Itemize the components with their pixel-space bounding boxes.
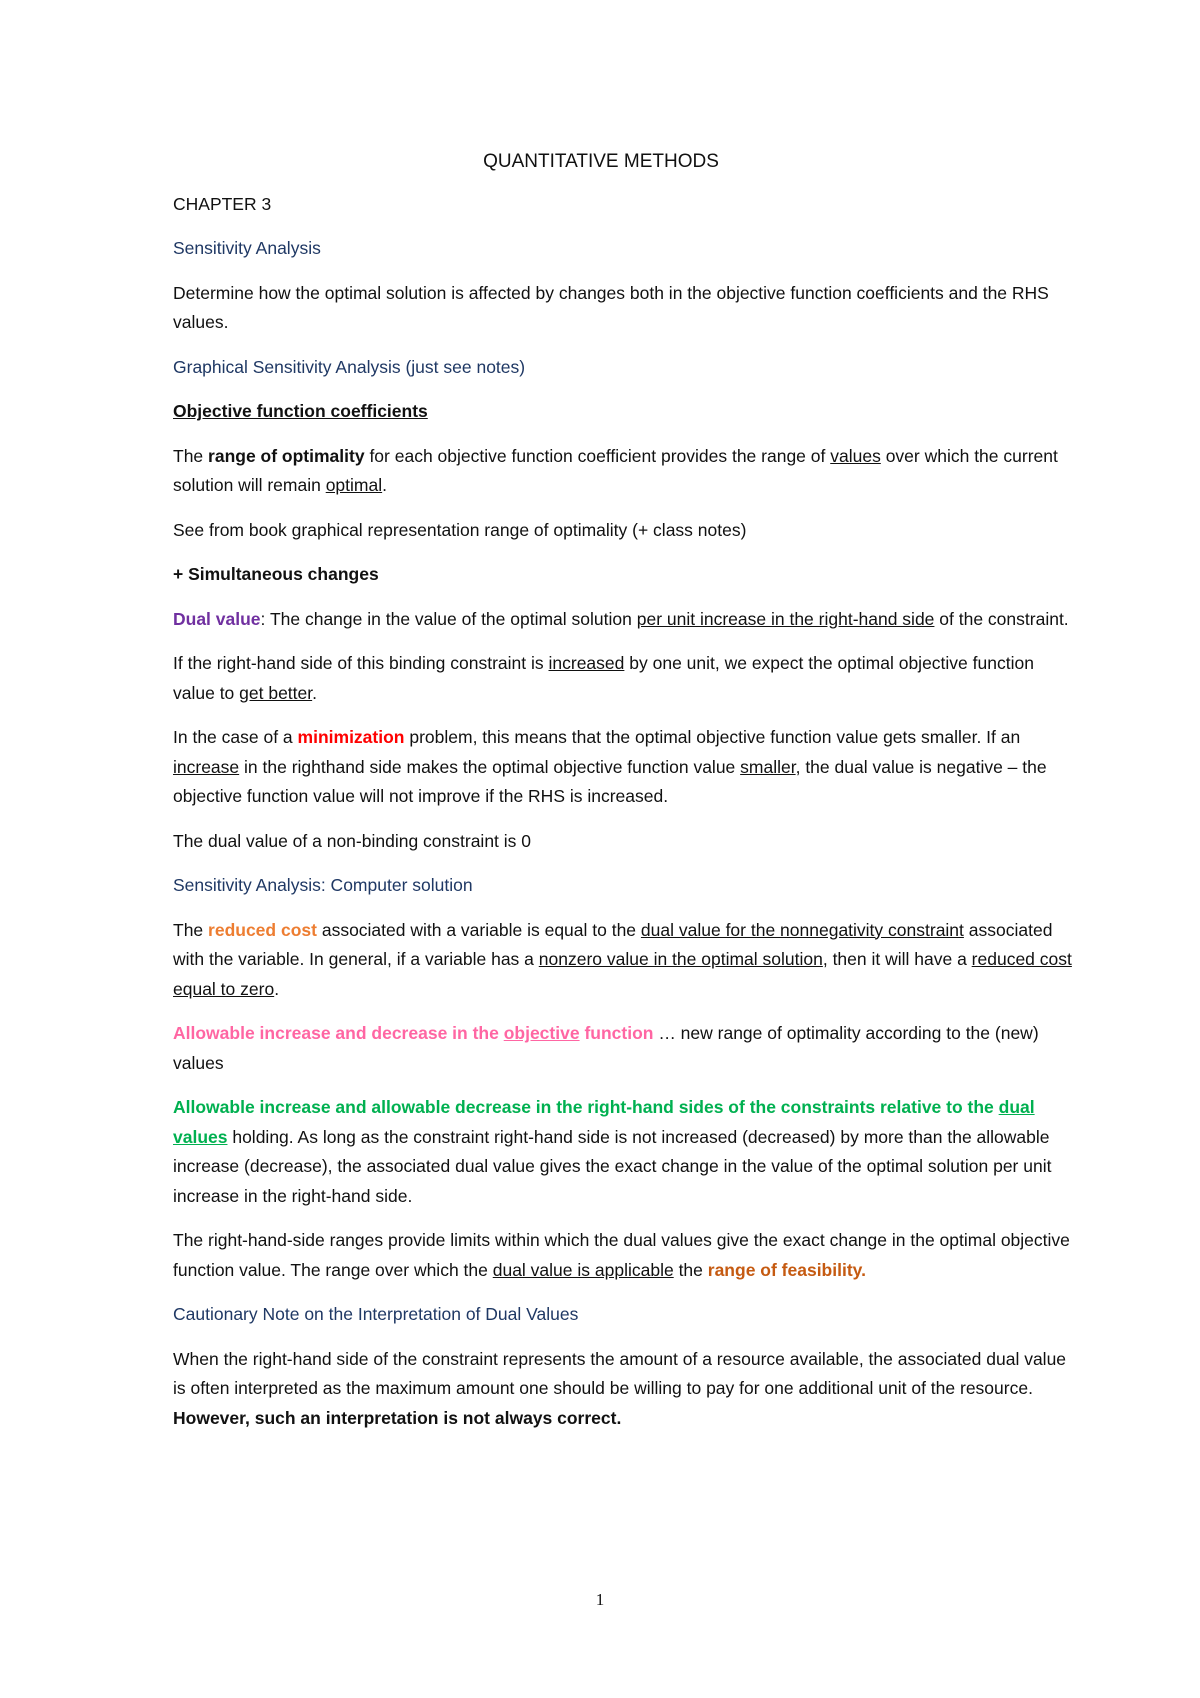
- heading-cautionary-note: Cautionary Note on the Interpretation of Dual Values: [173, 1304, 579, 1324]
- underlined-values: values: [830, 445, 881, 466]
- paragraph-see-book: See from book graphical representation range of optimality (+ class notes): [173, 519, 747, 540]
- text-run: the: [673, 1259, 708, 1280]
- text-run: The: [173, 919, 209, 940]
- paragraph-rhs-ranges: [173, 1226, 1073, 1285]
- underlined-nonzero-value: nonzero value in the optimal solution: [538, 949, 823, 969]
- text-run: The right-hand-side ranges provide limits within which the dual values give the exact change in the optimal objective function value. The range over which the: [173, 1230, 1070, 1280]
- text-run: , then it will have a: [822, 949, 972, 969]
- heading-objective-function-coefficients: Objective function coefficients: [173, 401, 428, 421]
- text-run: associated with a variable is equal to the: [316, 919, 641, 940]
- text-run: over which the current solution will remain: [173, 445, 1058, 495]
- text-run: .: [382, 475, 387, 495]
- underlined-per-unit-increase: per unit increase in the right-hand side: [636, 608, 935, 629]
- text-run: for each objective function coefficient provides the range of: [364, 445, 831, 466]
- term-dual-value: Dual value: [173, 608, 261, 629]
- text-run: , the dual value is negative – the objective function value will not improve if the RHS is increased.: [173, 756, 1047, 806]
- bold-interpretation-not-correct: However, such an interpretation is not always correct.: [173, 1407, 622, 1428]
- underlined-optimal: optimal: [325, 475, 383, 495]
- text-run: … new range of optimality according to the (new) values: [173, 1023, 1039, 1073]
- term-allowable-rhs: Allowable increase and allowable decrease in the right-hand sides of the constraints relative to the: [173, 1097, 999, 1117]
- page-number: 1: [595, 1590, 605, 1609]
- paragraph-reduced-cost: [173, 916, 1073, 1005]
- text-run: of the constraint.: [934, 608, 1069, 629]
- paragraph-range-of-optimality: [173, 442, 1073, 501]
- term-range-of-feasibility: range of feasibility.: [707, 1259, 866, 1280]
- term-range-of-optimality: range of optimality: [208, 445, 365, 466]
- paragraph-simultaneous-changes: + Simultaneous changes: [173, 564, 379, 584]
- paragraph-caution: [173, 1345, 1073, 1434]
- text-run: In the case of a: [173, 727, 298, 747]
- text-run: .: [274, 978, 280, 999]
- paragraph-binding-constraint: [173, 649, 1073, 708]
- paragraph-dual-value: [173, 605, 1073, 635]
- text-run: by one unit, we expect the optimal objective function value to: [173, 653, 1034, 703]
- underlined-dual-value-applicable: dual value is applicable: [492, 1259, 674, 1280]
- paragraph-allowable-objective: [173, 1019, 1073, 1078]
- underlined-smaller: smaller: [740, 756, 796, 777]
- text-run: .: [312, 682, 318, 703]
- paragraph-non-binding: The dual value of a non-binding constraint is 0: [173, 830, 532, 851]
- term-function: function: [579, 1023, 654, 1043]
- chapter-label: CHAPTER 3: [173, 193, 272, 214]
- underlined-dual-values: dual values: [173, 1097, 1035, 1147]
- document-title: QUANTITATIVE METHODS: [483, 151, 719, 172]
- text-run: : The change in the value of the optimal solution: [260, 608, 637, 629]
- underlined-increase: increase: [173, 756, 240, 777]
- text-run: associated with the variable. In general, if a variable has a: [173, 919, 1053, 969]
- term-reduced-cost: reduced cost: [208, 919, 317, 940]
- paragraph-minimization: [173, 723, 1073, 812]
- page-content: [173, 147, 1073, 1448]
- term-allowable-increase-decrease: Allowable increase and decrease in the: [173, 1023, 504, 1043]
- term-minimization: minimization: [297, 727, 405, 747]
- underlined-dual-value-nonnegativity: dual value for the nonnegativity constraint: [640, 919, 964, 940]
- paragraph-allowable-rhs: [173, 1093, 1073, 1211]
- underlined-reduced-cost-zero: reduced cost equal to zero: [173, 949, 1072, 999]
- underlined-increased: increased: [548, 653, 625, 673]
- text-run: holding. As long as the constraint right-hand side is not increased (decreased) by more than the allowable increase (decrease), the associated dual value gives the exact change in the value of the optimal solution per unit increase in the right-hand side.: [173, 1126, 1052, 1206]
- text-run: in the righthand side makes the optimal objective function value: [239, 756, 741, 777]
- heading-sensitivity-analysis: Sensitivity Analysis: [173, 238, 321, 258]
- heading-computer-solution: Sensitivity Analysis: Computer solution: [173, 875, 473, 895]
- underlined-objective: objective: [503, 1023, 580, 1043]
- text-run: The: [173, 445, 209, 466]
- paragraph-determine: Determine how the optimal solution is affected by changes both in the objective function coefficients and the RHS values.: [173, 282, 1049, 332]
- underlined-get-better: get better: [239, 682, 313, 703]
- heading-graphical-sensitivity: Graphical Sensitivity Analysis (just see notes): [173, 356, 526, 377]
- text-run: problem, this means that the optimal objective function value gets smaller. If an: [404, 727, 1021, 747]
- text-run: If the right-hand side of this binding constraint is: [173, 653, 549, 673]
- text-run: When the right-hand side of the constraint represents the amount of a resource available, the associated dual value is often interpreted as the maximum amount one should be willing to pay for one additional unit of the resource.: [173, 1348, 1067, 1398]
